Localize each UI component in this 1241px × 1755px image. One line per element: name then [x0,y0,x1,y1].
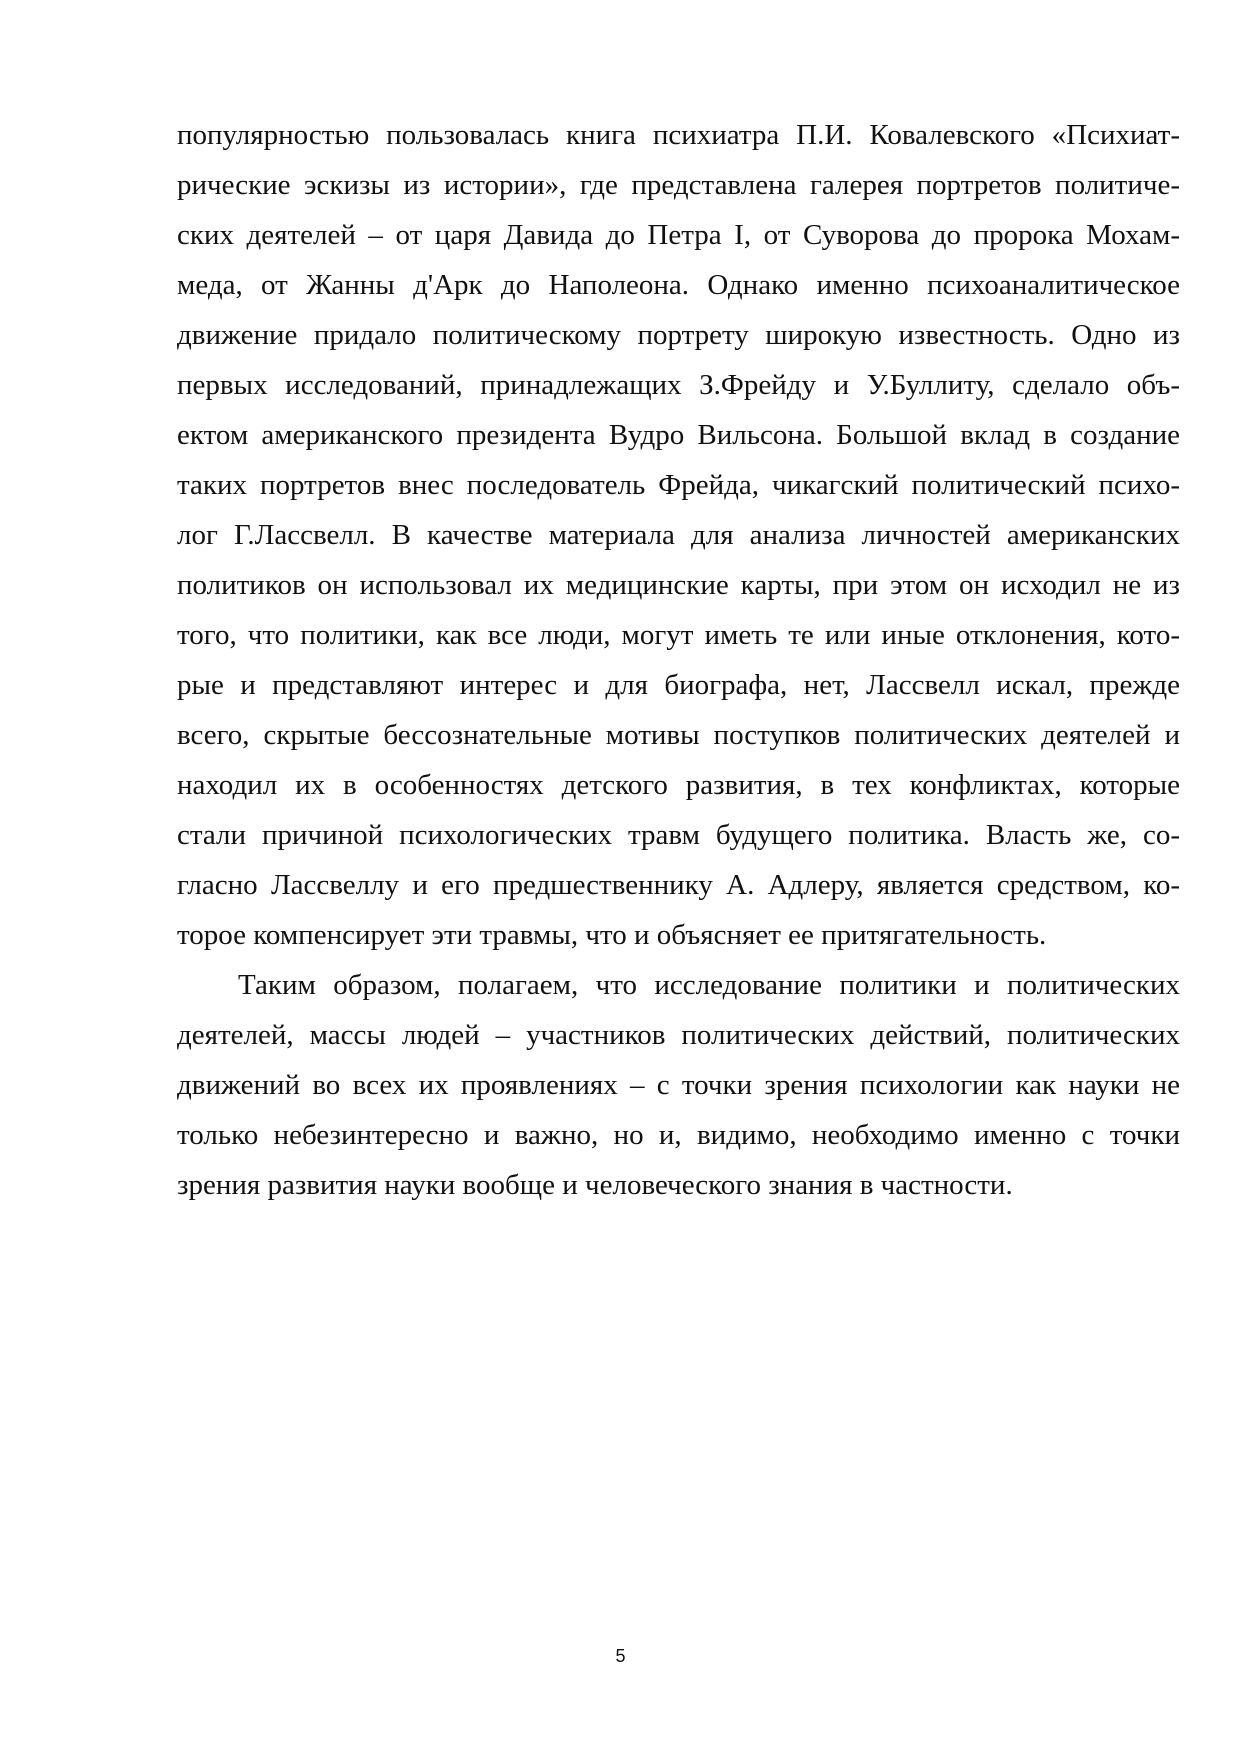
text-line: всего, скрытые бессознательные мотивы поступков политических деятелей и [177,719,1180,751]
text-line: ектом американского президента Вудро Вильсона. Большой вклад в создание [177,419,1180,451]
text-line: таких портретов внес последователь Фрейда, чикагский политический психо- [177,469,1180,501]
text-line: первых исследований, принадлежащих З.Фрейду и У.Буллиту, сделало объ- [177,369,1180,401]
text-line: лог Г.Лассвелл. В качестве материала для анализа личностей американских [177,519,1180,551]
text-line: находил их в особенностях детского развития, в тех конфликтах, которые [177,769,1180,801]
text-line: рические эскизы из истории», где представлена галерея портретов политиче- [177,169,1180,201]
text-line: зрения развития науки вообще и человеческого знания в частности. [177,1169,1013,1201]
page-number: 5 [615,1646,626,1666]
text-line: рые и представляют интерес и для биографа, нет, Лассвелл искал, прежде [177,669,1180,701]
text-line: меда, от Жанны д'Арк до Наполеона. Однако именно психоаналитическое [177,269,1180,301]
text-line: ских деятелей – от царя Давида до Петра I, от Суворова до пророка Мохам- [177,219,1180,251]
text-line: гласно Лассвеллу и его предшественнику А. Адлеру, является средством, ко- [177,869,1180,901]
text-line: движений во всех их проявлениях – с точки зрения психологии как науки не [177,1069,1180,1101]
text-line: того, что политики, как все люди, могут иметь те или иные отклонения, кото- [177,619,1180,651]
text-line: только небезинтересно и важно, но и, видимо, необходимо именно с точки [177,1119,1180,1151]
body-text [177,110,1180,1210]
text-line: Таким образом, полагаем, что исследование политики и политических [238,969,1180,1001]
text-line: движение придало политическому портрету широкую известность. Одно из [177,319,1180,351]
text-line: торое компенсирует эти травмы, что и объясняет ее притягательность. [177,919,1047,951]
text-line: политиков он использовал их медицинские карты, при этом он исходил не из [177,569,1180,601]
text-line: популярностью пользовалась книга психиатра П.И. Ковалевского «Психиат- [177,119,1180,151]
text-line: деятелей, массы людей – участников политических действий, политических [177,1019,1180,1051]
text-line: стали причиной психологических травм будущего политика. Власть же, со- [177,819,1180,851]
